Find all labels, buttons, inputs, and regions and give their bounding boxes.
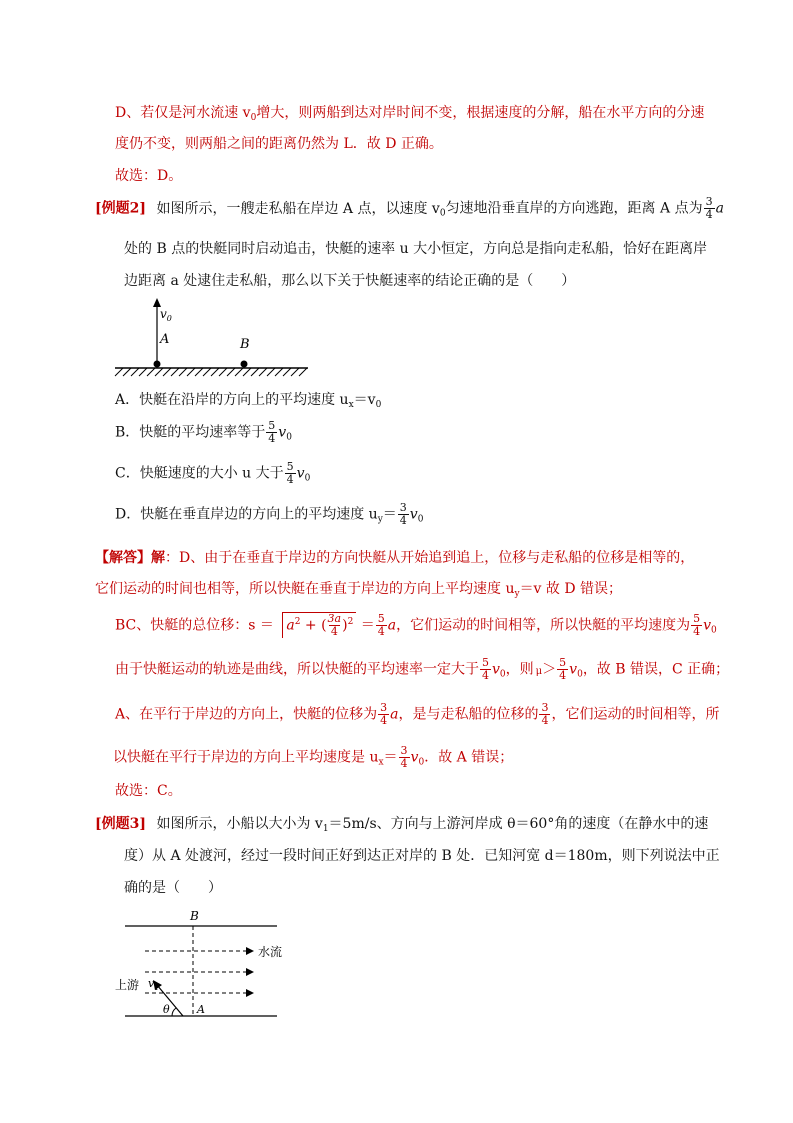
shore-hatching <box>115 368 307 376</box>
angle-arc <box>172 1008 176 1016</box>
solution2-line5: A、在平行于岸边的方向上，快艇的位移为 $\frac{3}{4}$ a，是与走私船的位移的 $\frac{3}{4}$ ，它们运动的时间相等，所 <box>115 701 720 727</box>
example3-line1: [例题3] 如图所示，小船以大小为 $v_1=5m/s$、方向与上游河岸成 θ＝60°角的速度（在静水中的速 <box>95 816 709 834</box>
subscript: y <box>377 514 383 525</box>
solution-line <box>115 102 704 123</box>
point-a-label: A <box>160 332 170 347</box>
example2-line3: 边距离 a 处逮住走私船，那么以下关于快艇速率的结论正确的是（ ） <box>124 273 576 289</box>
text: D、若仅是河水流速 v <box>115 105 251 121</box>
numerator: 3 <box>705 195 713 208</box>
fraction <box>704 196 715 221</box>
solution-heading: 【解答】解 <box>95 550 165 566</box>
subscript: 0 <box>250 113 257 123</box>
subscript: x <box>348 400 354 410</box>
upstream-label: 上游 <box>115 978 140 992</box>
subscript: 0 <box>439 208 446 219</box>
text: ＝ <box>382 506 397 523</box>
text: ＝v <box>353 392 376 408</box>
answer-line: 故选：D。 <box>115 168 183 184</box>
flow-arrowhead <box>246 947 254 955</box>
text: A．快艇在沿岸的方向上的平均速度 u <box>115 392 349 408</box>
solution2-answer: 故选：C。 <box>115 783 182 799</box>
text: B．快艇的平均速率等于 <box>115 424 266 441</box>
point-b <box>241 361 248 368</box>
flow-lines <box>145 951 247 993</box>
river-figure <box>110 905 300 1025</box>
flow-arrowhead <box>246 968 254 976</box>
v1-label: $v_1$ <box>148 977 160 992</box>
fraction: $\frac{5}{4}$ <box>286 460 294 486</box>
solution2-line2: 它们运动的时间也相等，所以快艇在垂直于岸边的方向上平均速度 $u_y=v$ 故 D 错误； <box>95 581 623 599</box>
example3-line2: 度）从 A 处渡河，经过一段时间正好到达正对岸的 B 处．已知河宽 d＝180m，则下列说法中正 <box>124 848 720 864</box>
flow-arrowhead <box>246 989 254 997</box>
v0-label: $v_0$ <box>160 307 172 323</box>
point-a-label: A <box>197 1003 205 1016</box>
option-a <box>115 389 381 410</box>
text: ：D、由于在垂直于岸边的方向快艇从开始追到追上，位移与走私船的位移是相等的， <box>165 550 695 566</box>
denominator: 4 <box>705 208 713 221</box>
variable: a <box>715 200 724 217</box>
example3-line3: 确的是（ ） <box>124 880 222 896</box>
option-b: B．快艇的平均速率等于 $\frac{5}{4}$ $v_0$ <box>115 419 292 445</box>
text: C．快艇速度的大小 u 大于 <box>115 465 284 482</box>
example-tag: [例题2] <box>95 200 146 217</box>
text: 匀速地沿垂直岸的方向逃跑，距离 A 点为 <box>445 200 703 217</box>
text: D．快艇在垂直岸边的方向上的平均速度 u <box>115 506 378 523</box>
smuggler-figure <box>110 290 310 380</box>
option-c: C．快艇速度的大小 u 大于 $\frac{5}{4}$ $v_0$ <box>115 460 311 486</box>
arrowhead <box>153 298 161 307</box>
solution2-line1 <box>95 547 694 567</box>
example2-line1 <box>95 196 724 221</box>
example-tag: [例题3] <box>95 816 146 832</box>
point-b-label: B <box>190 909 199 923</box>
fraction: $\frac{3}{4}$ <box>399 501 407 527</box>
option-d: D．快艇在垂直岸边的方向上的平均速度 $u_y=$ $\frac{3}{4}$ $v_0$ <box>115 501 424 527</box>
theta-label: θ <box>163 1003 170 1016</box>
fraction: $\frac{5}{4}$ <box>268 419 276 445</box>
subscript: 0 <box>375 400 382 410</box>
solution2-line4: 由于快艇运动的轨迹是曲线，所以快艇的平均速率一定大于 $\frac{5}{4}$ $v_0$，则 μ＞ $\frac{5}{4}$ $v_0$，故 B 错误，C 正确； <box>115 656 730 682</box>
flow-label: 水流 <box>258 945 283 959</box>
text: 如图所示，一艘走私船在岸边 A 点，以速度 v <box>156 200 440 217</box>
sqrt-expression: $a^2$ + ( $\frac{3a}{4}$ )$^2$ <box>282 612 356 638</box>
solution2-line6: 以快艇在平行于岸边的方向上平均速度是 $u_x=$ $\frac{3}{4}$ $v_0$．故 A 错误； <box>113 744 514 770</box>
point-a <box>154 361 161 368</box>
solution2-line3: BC、快艇的总位移：$s = a^2$ + ( $\frac{3a}{4}$ )$^2$ ＝ $\frac{5}{4}$ a，它们运动的时间相等，所以快艇的平均速度为 $\frac{5}{4}$ $v_0$ <box>115 612 717 638</box>
solution-line: 度仍不变，则两船之间的距离仍然为 L．故 D 正确。 <box>115 136 443 152</box>
text: 增大，则两船到达对岸时间不变，根据速度的分解，船在水平方向的分速 <box>256 105 705 121</box>
velocity-arrow <box>157 985 183 1016</box>
point-b-label: B <box>240 337 250 352</box>
example2-line2: 处的 B 点的快艇同时启动追击，快艇的速率 u 大小恒定，方向总是指向走私船，恰好在距离岸 <box>124 241 708 257</box>
